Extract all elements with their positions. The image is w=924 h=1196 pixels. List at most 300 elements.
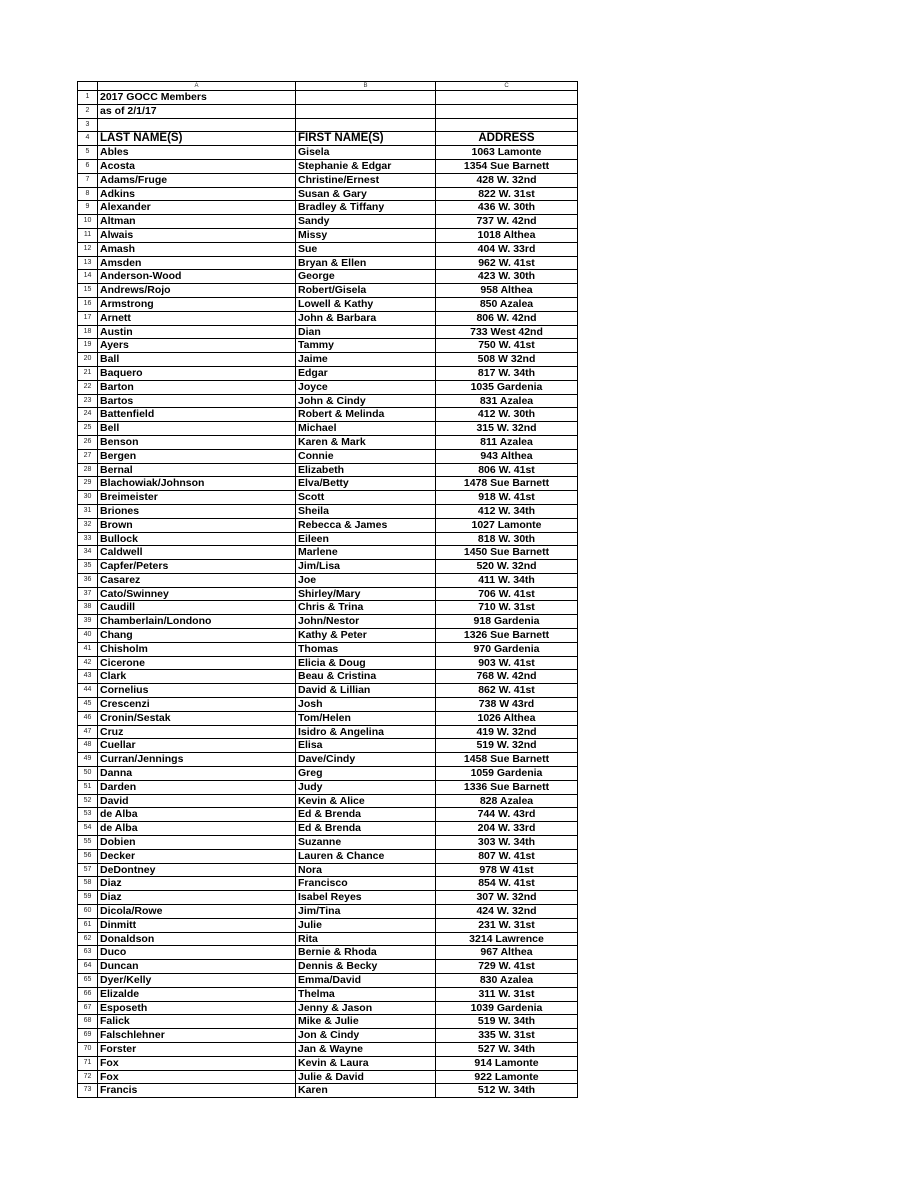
first-name-cell: Sheila: [296, 504, 436, 518]
row-number: 25: [78, 422, 98, 436]
member-row: [78, 435, 578, 449]
address-cell: 335 W. 31st: [436, 1029, 578, 1043]
last-name-cell: Ables: [98, 146, 296, 160]
row-number: 65: [78, 974, 98, 988]
last-name-cell: Duncan: [98, 960, 296, 974]
last-name-cell: Arnett: [98, 311, 296, 325]
address-cell: 423 W. 30th: [436, 270, 578, 284]
row-number: 59: [78, 891, 98, 905]
address-cell: 822 W. 31st: [436, 187, 578, 201]
last-name-cell: Bergen: [98, 449, 296, 463]
address-cell: 943 Althea: [436, 449, 578, 463]
member-row: [78, 822, 578, 836]
member-row: [78, 808, 578, 822]
member-row: [78, 532, 578, 546]
first-name-cell: Kathy & Peter: [296, 629, 436, 643]
first-name-cell: Isabel Reyes: [296, 891, 436, 905]
member-row: [78, 1042, 578, 1056]
row-number: 18: [78, 325, 98, 339]
address-cell: 828 Azalea: [436, 794, 578, 808]
address-cell: 818 W. 30th: [436, 532, 578, 546]
row-number: 26: [78, 435, 98, 449]
address-cell: 519 W. 32nd: [436, 739, 578, 753]
address-cell: 830 Azalea: [436, 974, 578, 988]
member-row: [78, 780, 578, 794]
row-number: 5: [78, 146, 98, 160]
address-cell: 958 Althea: [436, 284, 578, 298]
member-row: [78, 215, 578, 229]
address-cell: 231 W. 31st: [436, 918, 578, 932]
member-row: [78, 739, 578, 753]
member-row: [78, 601, 578, 615]
first-name-cell: Josh: [296, 698, 436, 712]
address-cell: 404 W. 33rd: [436, 242, 578, 256]
address-cell: 918 Gardenia: [436, 615, 578, 629]
last-name-cell: Diaz: [98, 891, 296, 905]
first-name-cell: Shirley/Mary: [296, 587, 436, 601]
row-number: 54: [78, 822, 98, 836]
row-number: 33: [78, 532, 98, 546]
last-name-cell: Dicola/Rowe: [98, 905, 296, 919]
member-row: [78, 270, 578, 284]
member-row: [78, 311, 578, 325]
first-name-cell: Bernie & Rhoda: [296, 946, 436, 960]
first-name-cell: John & Barbara: [296, 311, 436, 325]
address-cell: 738 W 43rd: [436, 698, 578, 712]
last-name-cell: Diaz: [98, 877, 296, 891]
member-row: [78, 546, 578, 560]
first-name-cell: Suzanne: [296, 836, 436, 850]
address-cell: 1478 Sue Barnett: [436, 477, 578, 491]
last-name-cell: Austin: [98, 325, 296, 339]
last-name-cell: Caldwell: [98, 546, 296, 560]
last-name-cell: Adkins: [98, 187, 296, 201]
column-header-b: B: [296, 82, 436, 91]
row-number: 6: [78, 159, 98, 173]
address-cell: 520 W. 32nd: [436, 560, 578, 574]
header-address: ADDRESS: [436, 132, 578, 146]
row-number: 53: [78, 808, 98, 822]
first-name-cell: Joe: [296, 573, 436, 587]
row-number: 63: [78, 946, 98, 960]
last-name-cell: Esposeth: [98, 1001, 296, 1015]
first-name-cell: David & Lillian: [296, 684, 436, 698]
last-name-cell: Anderson-Wood: [98, 270, 296, 284]
first-name-cell: Dennis & Becky: [296, 960, 436, 974]
member-row: [78, 615, 578, 629]
address-cell: 508 W 32nd: [436, 353, 578, 367]
address-cell: 1018 Althea: [436, 228, 578, 242]
last-name-cell: Fox: [98, 1070, 296, 1084]
last-name-cell: Cicerone: [98, 656, 296, 670]
address-cell: 1035 Gardenia: [436, 380, 578, 394]
row-number: 67: [78, 1001, 98, 1015]
last-name-cell: Cuellar: [98, 739, 296, 753]
last-name-cell: Bell: [98, 422, 296, 436]
member-row: [78, 891, 578, 905]
title-cell-a: as of 2/1/17: [98, 104, 296, 118]
first-name-cell: Elva/Betty: [296, 477, 436, 491]
row-number: 46: [78, 711, 98, 725]
corner-cell: [78, 82, 98, 91]
first-name-cell: Kevin & Alice: [296, 794, 436, 808]
first-name-cell: Karen: [296, 1084, 436, 1098]
member-row: [78, 767, 578, 781]
title-row: [78, 118, 578, 132]
row-number: 73: [78, 1084, 98, 1098]
address-cell: 303 W. 34th: [436, 836, 578, 850]
column-header-c: C: [436, 82, 578, 91]
first-name-cell: Julie: [296, 918, 436, 932]
last-name-cell: Alwais: [98, 228, 296, 242]
row-number: 31: [78, 504, 98, 518]
row-number: 39: [78, 615, 98, 629]
address-cell: 817 W. 34th: [436, 366, 578, 380]
member-row: [78, 573, 578, 587]
row-number: 23: [78, 394, 98, 408]
member-row: [78, 491, 578, 505]
first-name-cell: Mike & Julie: [296, 1015, 436, 1029]
first-name-cell: Emma/David: [296, 974, 436, 988]
first-name-cell: Sue: [296, 242, 436, 256]
member-row: [78, 656, 578, 670]
last-name-cell: Curran/Jennings: [98, 753, 296, 767]
address-cell: 3214 Lawrence: [436, 932, 578, 946]
address-cell: 411 W. 34th: [436, 573, 578, 587]
member-row: [78, 753, 578, 767]
address-cell: 1059 Gardenia: [436, 767, 578, 781]
member-row: [78, 146, 578, 160]
address-cell: 204 W. 33rd: [436, 822, 578, 836]
member-row: [78, 159, 578, 173]
row-number: 51: [78, 780, 98, 794]
address-cell: 424 W. 32nd: [436, 905, 578, 919]
row-number: 60: [78, 905, 98, 919]
address-cell: 811 Azalea: [436, 435, 578, 449]
first-name-cell: Edgar: [296, 366, 436, 380]
address-cell: 419 W. 32nd: [436, 725, 578, 739]
member-row: [78, 256, 578, 270]
first-name-cell: Michael: [296, 422, 436, 436]
member-row: [78, 422, 578, 436]
row-number: 8: [78, 187, 98, 201]
last-name-cell: Benson: [98, 435, 296, 449]
row-number: 49: [78, 753, 98, 767]
address-cell: 512 W. 34th: [436, 1084, 578, 1098]
first-name-cell: Robert/Gisela: [296, 284, 436, 298]
row-number: 41: [78, 642, 98, 656]
row-number: 43: [78, 670, 98, 684]
last-name-cell: de Alba: [98, 822, 296, 836]
last-name-cell: Bartos: [98, 394, 296, 408]
member-row: [78, 504, 578, 518]
member-row: [78, 560, 578, 574]
first-name-cell: George: [296, 270, 436, 284]
last-name-cell: Francis: [98, 1084, 296, 1098]
address-cell: 903 W. 41st: [436, 656, 578, 670]
row-number: 61: [78, 918, 98, 932]
address-cell: 1450 Sue Barnett: [436, 546, 578, 560]
first-name-cell: Susan & Gary: [296, 187, 436, 201]
address-cell: 733 West 42nd: [436, 325, 578, 339]
spreadsheet-body: [78, 82, 578, 1098]
member-row: [78, 794, 578, 808]
header-last-name: LAST NAME(S): [98, 132, 296, 146]
first-name-cell: Bradley & Tiffany: [296, 201, 436, 215]
row-number: 70: [78, 1042, 98, 1056]
member-row: [78, 711, 578, 725]
address-cell: 978 W 41st: [436, 863, 578, 877]
member-row: [78, 877, 578, 891]
first-name-cell: Christine/Ernest: [296, 173, 436, 187]
last-name-cell: Armstrong: [98, 297, 296, 311]
row-number: 21: [78, 366, 98, 380]
last-name-cell: Breimeister: [98, 491, 296, 505]
first-name-cell: Robert & Melinda: [296, 408, 436, 422]
address-cell: 1336 Sue Barnett: [436, 780, 578, 794]
first-name-cell: Greg: [296, 767, 436, 781]
member-row: [78, 932, 578, 946]
column-header-row: [78, 82, 578, 91]
address-cell: 1027 Lamonte: [436, 518, 578, 532]
last-name-cell: Altman: [98, 215, 296, 229]
member-row: [78, 284, 578, 298]
member-row: [78, 987, 578, 1001]
address-cell: 744 W. 43rd: [436, 808, 578, 822]
title-cell-a: [98, 118, 296, 132]
first-name-cell: Stephanie & Edgar: [296, 159, 436, 173]
last-name-cell: Crescenzi: [98, 698, 296, 712]
last-name-cell: Ball: [98, 353, 296, 367]
row-number: 36: [78, 573, 98, 587]
row-number: 52: [78, 794, 98, 808]
member-row: [78, 1001, 578, 1015]
address-cell: 970 Gardenia: [436, 642, 578, 656]
first-name-cell: Francisco: [296, 877, 436, 891]
first-name-cell: Jan & Wayne: [296, 1042, 436, 1056]
first-name-cell: Beau & Cristina: [296, 670, 436, 684]
first-name-cell: Nora: [296, 863, 436, 877]
member-row: [78, 905, 578, 919]
last-name-cell: Adams/Fruge: [98, 173, 296, 187]
title-cell-b: [296, 91, 436, 105]
row-number: 64: [78, 960, 98, 974]
first-name-cell: Jim/Tina: [296, 905, 436, 919]
row-number: 15: [78, 284, 98, 298]
row-number: 50: [78, 767, 98, 781]
address-cell: 831 Azalea: [436, 394, 578, 408]
member-row: [78, 242, 578, 256]
first-name-cell: Thomas: [296, 642, 436, 656]
first-name-cell: Tom/Helen: [296, 711, 436, 725]
last-name-cell: Cronin/Sestak: [98, 711, 296, 725]
first-name-cell: Rebecca & James: [296, 518, 436, 532]
first-name-cell: John/Nestor: [296, 615, 436, 629]
address-cell: 315 W. 32nd: [436, 422, 578, 436]
last-name-cell: David: [98, 794, 296, 808]
last-name-cell: Chang: [98, 629, 296, 643]
address-cell: 1039 Gardenia: [436, 1001, 578, 1015]
member-row: [78, 974, 578, 988]
row-number: 45: [78, 698, 98, 712]
member-row: [78, 587, 578, 601]
first-name-cell: Jon & Cindy: [296, 1029, 436, 1043]
row-number: 20: [78, 353, 98, 367]
first-name-cell: Thelma: [296, 987, 436, 1001]
last-name-cell: Dyer/Kelly: [98, 974, 296, 988]
member-row: [78, 380, 578, 394]
last-name-cell: Chamberlain/Londono: [98, 615, 296, 629]
row-number: 4: [78, 132, 98, 146]
first-name-cell: Sandy: [296, 215, 436, 229]
address-cell: 1326 Sue Barnett: [436, 629, 578, 643]
member-row: [78, 1029, 578, 1043]
address-cell: 428 W. 32nd: [436, 173, 578, 187]
title-cell-c: [436, 91, 578, 105]
row-number: 71: [78, 1056, 98, 1070]
member-row: [78, 325, 578, 339]
address-cell: 412 W. 30th: [436, 408, 578, 422]
last-name-cell: Forster: [98, 1042, 296, 1056]
spreadsheet-table: [77, 81, 578, 1098]
first-name-cell: Tammy: [296, 339, 436, 353]
last-name-cell: Falschlehner: [98, 1029, 296, 1043]
row-number: 30: [78, 491, 98, 505]
row-number: 34: [78, 546, 98, 560]
last-name-cell: Acosta: [98, 159, 296, 173]
last-name-cell: Decker: [98, 849, 296, 863]
first-name-cell: Jim/Lisa: [296, 560, 436, 574]
address-cell: 436 W. 30th: [436, 201, 578, 215]
member-row: [78, 946, 578, 960]
title-row: [78, 104, 578, 118]
first-name-cell: Elizabeth: [296, 463, 436, 477]
member-row: [78, 863, 578, 877]
last-name-cell: Amsden: [98, 256, 296, 270]
member-row: [78, 463, 578, 477]
last-name-cell: Capfer/Peters: [98, 560, 296, 574]
row-number: 16: [78, 297, 98, 311]
member-row: [78, 642, 578, 656]
address-cell: 850 Azalea: [436, 297, 578, 311]
address-cell: 1458 Sue Barnett: [436, 753, 578, 767]
member-row: [78, 477, 578, 491]
address-cell: 706 W. 41st: [436, 587, 578, 601]
address-cell: 922 Lamonte: [436, 1070, 578, 1084]
address-cell: 307 W. 32nd: [436, 891, 578, 905]
first-name-cell: Isidro & Angelina: [296, 725, 436, 739]
member-row: [78, 408, 578, 422]
member-row: [78, 1070, 578, 1084]
address-cell: 1063 Lamonte: [436, 146, 578, 160]
address-cell: 807 W. 41st: [436, 849, 578, 863]
address-cell: 854 W. 41st: [436, 877, 578, 891]
first-name-cell: Judy: [296, 780, 436, 794]
row-number: 62: [78, 932, 98, 946]
title-cell-c: [436, 104, 578, 118]
first-name-cell: Dave/Cindy: [296, 753, 436, 767]
last-name-cell: Casarez: [98, 573, 296, 587]
row-number: 48: [78, 739, 98, 753]
member-row: [78, 366, 578, 380]
address-cell: 1354 Sue Barnett: [436, 159, 578, 173]
address-cell: 862 W. 41st: [436, 684, 578, 698]
row-number: 66: [78, 987, 98, 1001]
title-cell-a: 2017 GOCC Members: [98, 91, 296, 105]
row-number: 56: [78, 849, 98, 863]
row-number: 69: [78, 1029, 98, 1043]
address-cell: 914 Lamonte: [436, 1056, 578, 1070]
last-name-cell: Bullock: [98, 532, 296, 546]
member-row: [78, 173, 578, 187]
title-cell-c: [436, 118, 578, 132]
row-number: 12: [78, 242, 98, 256]
last-name-cell: Ayers: [98, 339, 296, 353]
first-name-cell: Kevin & Laura: [296, 1056, 436, 1070]
row-number: 1: [78, 91, 98, 105]
first-name-cell: Jaime: [296, 353, 436, 367]
first-name-cell: John & Cindy: [296, 394, 436, 408]
member-row: [78, 684, 578, 698]
row-number: 72: [78, 1070, 98, 1084]
last-name-cell: Cato/Swinney: [98, 587, 296, 601]
first-name-cell: Rita: [296, 932, 436, 946]
row-number: 19: [78, 339, 98, 353]
row-number: 29: [78, 477, 98, 491]
member-row: [78, 836, 578, 850]
row-number: 9: [78, 201, 98, 215]
first-name-cell: Marlene: [296, 546, 436, 560]
member-row: [78, 353, 578, 367]
last-name-cell: Fox: [98, 1056, 296, 1070]
last-name-cell: Andrews/Rojo: [98, 284, 296, 298]
last-name-cell: Brown: [98, 518, 296, 532]
title-row: [78, 91, 578, 105]
last-name-cell: Blachowiak/Johnson: [98, 477, 296, 491]
address-cell: 806 W. 41st: [436, 463, 578, 477]
last-name-cell: Elizalde: [98, 987, 296, 1001]
last-name-cell: Baquero: [98, 366, 296, 380]
member-row: [78, 201, 578, 215]
first-name-cell: Dian: [296, 325, 436, 339]
last-name-cell: Falick: [98, 1015, 296, 1029]
first-name-cell: Ed & Brenda: [296, 822, 436, 836]
last-name-cell: Barton: [98, 380, 296, 394]
last-name-cell: de Alba: [98, 808, 296, 822]
row-number: 17: [78, 311, 98, 325]
row-number: 35: [78, 560, 98, 574]
member-row: [78, 1015, 578, 1029]
first-name-cell: Elisa: [296, 739, 436, 753]
last-name-cell: Briones: [98, 504, 296, 518]
member-row: [78, 849, 578, 863]
address-cell: 729 W. 41st: [436, 960, 578, 974]
first-name-cell: Eileen: [296, 532, 436, 546]
first-name-cell: Elicia & Doug: [296, 656, 436, 670]
first-name-cell: Missy: [296, 228, 436, 242]
member-row: [78, 629, 578, 643]
address-cell: 710 W. 31st: [436, 601, 578, 615]
last-name-cell: DeDontney: [98, 863, 296, 877]
last-name-cell: Duco: [98, 946, 296, 960]
first-name-cell: Gisela: [296, 146, 436, 160]
last-name-cell: Battenfield: [98, 408, 296, 422]
last-name-cell: Clark: [98, 670, 296, 684]
address-cell: 527 W. 34th: [436, 1042, 578, 1056]
header-first-name: FIRST NAME(S): [296, 132, 436, 146]
row-number: 14: [78, 270, 98, 284]
row-number: 44: [78, 684, 98, 698]
